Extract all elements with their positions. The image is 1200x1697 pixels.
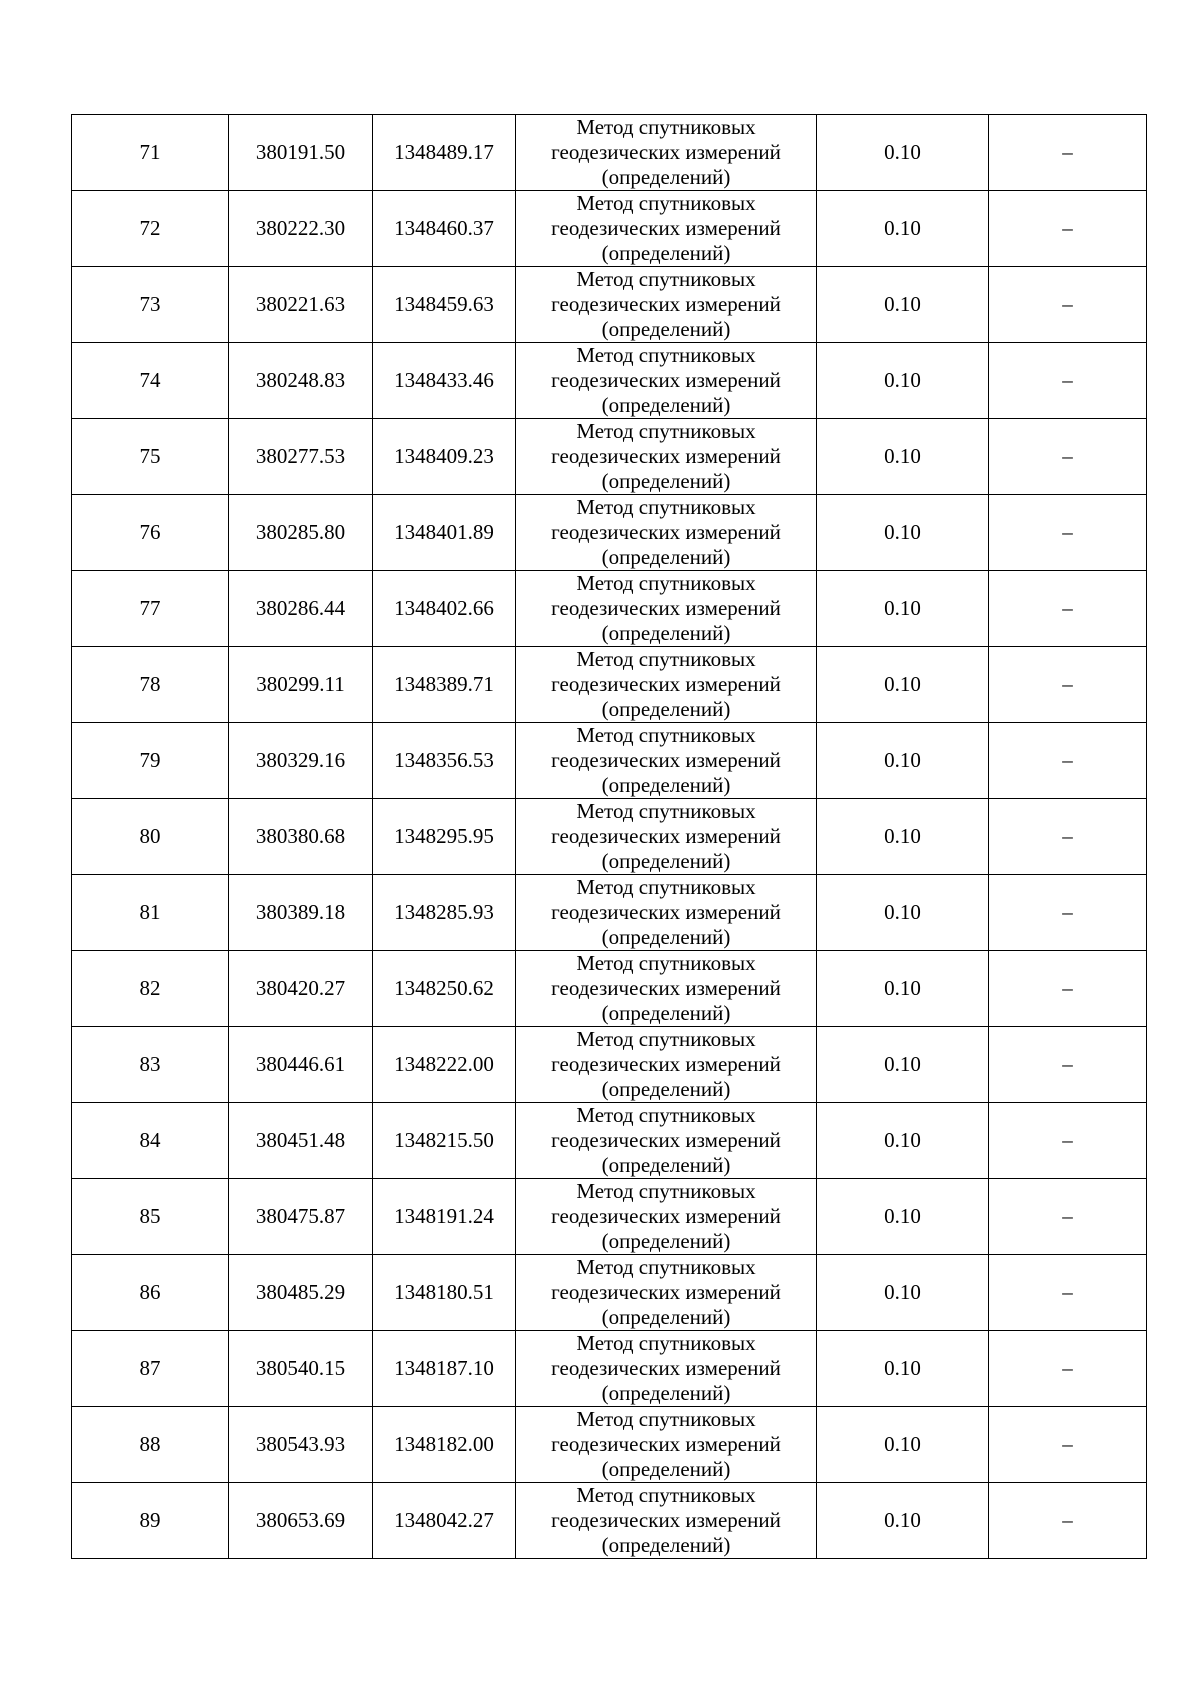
method-cell bbox=[516, 1407, 817, 1483]
y-coordinate-cell: 1348285.93 bbox=[373, 875, 516, 951]
y-coordinate-cell: 1348182.00 bbox=[373, 1407, 516, 1483]
x-coordinate-cell: 380446.61 bbox=[229, 1027, 373, 1103]
method-text-line: геодезических измерений bbox=[551, 748, 781, 772]
method-text-line: геодезических измерений bbox=[551, 1508, 781, 1532]
note-cell: – bbox=[989, 1027, 1147, 1103]
table-row bbox=[72, 419, 1147, 495]
method-text-line: (определений) bbox=[601, 1457, 731, 1481]
method-cell bbox=[516, 495, 817, 571]
coordinates-table-body bbox=[72, 115, 1147, 1559]
note-cell: – bbox=[989, 1179, 1147, 1255]
note-cell: – bbox=[989, 951, 1147, 1027]
method-cell bbox=[516, 951, 817, 1027]
accuracy-cell: 0.10 bbox=[817, 799, 989, 875]
y-coordinate-cell: 1348401.89 bbox=[373, 495, 516, 571]
accuracy-cell: 0.10 bbox=[817, 1027, 989, 1103]
method-text-line: геодезических измерений bbox=[551, 444, 781, 468]
accuracy-cell: 0.10 bbox=[817, 1103, 989, 1179]
table-row bbox=[72, 267, 1147, 343]
x-coordinate-cell: 380286.44 bbox=[229, 571, 373, 647]
table-row bbox=[72, 1255, 1147, 1331]
method-cell bbox=[516, 571, 817, 647]
note-cell: – bbox=[989, 723, 1147, 799]
x-coordinate-cell: 380299.11 bbox=[229, 647, 373, 723]
y-coordinate-cell: 1348222.00 bbox=[373, 1027, 516, 1103]
y-coordinate-cell: 1348489.17 bbox=[373, 115, 516, 191]
point-number-cell: 75 bbox=[72, 419, 229, 495]
method-text-line: Метод спутниковых bbox=[576, 1255, 756, 1279]
note-cell: – bbox=[989, 191, 1147, 267]
method-text-line: Метод спутниковых bbox=[576, 1331, 756, 1355]
method-text-line: геодезических измерений bbox=[551, 976, 781, 1000]
x-coordinate-cell: 380380.68 bbox=[229, 799, 373, 875]
point-number-cell: 82 bbox=[72, 951, 229, 1027]
table-row bbox=[72, 1483, 1147, 1559]
point-number-cell: 71 bbox=[72, 115, 229, 191]
accuracy-cell: 0.10 bbox=[817, 1407, 989, 1483]
method-text-line: Метод спутниковых bbox=[576, 495, 756, 519]
method-cell bbox=[516, 647, 817, 723]
point-number-cell: 85 bbox=[72, 1179, 229, 1255]
method-text-line: геодезических измерений bbox=[551, 824, 781, 848]
y-coordinate-cell: 1348433.46 bbox=[373, 343, 516, 419]
method-text-line: (определений) bbox=[601, 925, 731, 949]
x-coordinate-cell: 380653.69 bbox=[229, 1483, 373, 1559]
method-text-line: Метод спутниковых bbox=[576, 115, 756, 139]
method-text-line: (определений) bbox=[601, 545, 731, 569]
accuracy-cell: 0.10 bbox=[817, 1255, 989, 1331]
method-cell bbox=[516, 1483, 817, 1559]
method-cell bbox=[516, 723, 817, 799]
method-text-line: геодезических измерений bbox=[551, 140, 781, 164]
method-text-line: (определений) bbox=[601, 241, 731, 265]
y-coordinate-cell: 1348215.50 bbox=[373, 1103, 516, 1179]
method-text-line: геодезических измерений bbox=[551, 900, 781, 924]
method-text-line: Метод спутниковых bbox=[576, 343, 756, 367]
table-row bbox=[72, 647, 1147, 723]
y-coordinate-cell: 1348180.51 bbox=[373, 1255, 516, 1331]
note-cell: – bbox=[989, 495, 1147, 571]
method-cell bbox=[516, 1179, 817, 1255]
point-number-cell: 86 bbox=[72, 1255, 229, 1331]
point-number-cell: 87 bbox=[72, 1331, 229, 1407]
accuracy-cell: 0.10 bbox=[817, 191, 989, 267]
method-text-line: (определений) bbox=[601, 1533, 731, 1557]
table-row bbox=[72, 1103, 1147, 1179]
accuracy-cell: 0.10 bbox=[817, 1179, 989, 1255]
method-text-line: Метод спутниковых bbox=[576, 191, 756, 215]
method-text-line: Метод спутниковых bbox=[576, 875, 756, 899]
note-cell: – bbox=[989, 1483, 1147, 1559]
method-text-line: (определений) bbox=[601, 393, 731, 417]
table-row bbox=[72, 1407, 1147, 1483]
note-cell: – bbox=[989, 343, 1147, 419]
x-coordinate-cell: 380222.30 bbox=[229, 191, 373, 267]
table-row bbox=[72, 571, 1147, 647]
point-number-cell: 72 bbox=[72, 191, 229, 267]
method-cell bbox=[516, 799, 817, 875]
method-text-line: Метод спутниковых bbox=[576, 1407, 756, 1431]
method-cell bbox=[516, 115, 817, 191]
point-number-cell: 74 bbox=[72, 343, 229, 419]
method-text-line: Метод спутниковых bbox=[576, 267, 756, 291]
method-text-line: геодезических измерений bbox=[551, 672, 781, 696]
table-row bbox=[72, 1331, 1147, 1407]
method-text-line: геодезических измерений bbox=[551, 1052, 781, 1076]
point-number-cell: 83 bbox=[72, 1027, 229, 1103]
method-text-line: Метод спутниковых bbox=[576, 1483, 756, 1507]
note-cell: – bbox=[989, 1255, 1147, 1331]
table-row bbox=[72, 1027, 1147, 1103]
table-row bbox=[72, 191, 1147, 267]
point-number-cell: 89 bbox=[72, 1483, 229, 1559]
y-coordinate-cell: 1348250.62 bbox=[373, 951, 516, 1027]
x-coordinate-cell: 380277.53 bbox=[229, 419, 373, 495]
point-number-cell: 84 bbox=[72, 1103, 229, 1179]
method-text-line: (определений) bbox=[601, 1077, 731, 1101]
method-text-line: (определений) bbox=[601, 165, 731, 189]
point-number-cell: 78 bbox=[72, 647, 229, 723]
method-text-line: геодезических измерений bbox=[551, 1204, 781, 1228]
table-row bbox=[72, 495, 1147, 571]
method-cell bbox=[516, 191, 817, 267]
accuracy-cell: 0.10 bbox=[817, 571, 989, 647]
method-text-line: Метод спутниковых bbox=[576, 799, 756, 823]
method-cell bbox=[516, 343, 817, 419]
x-coordinate-cell: 380540.15 bbox=[229, 1331, 373, 1407]
method-cell bbox=[516, 1331, 817, 1407]
method-text-line: геодезических измерений bbox=[551, 520, 781, 544]
point-number-cell: 80 bbox=[72, 799, 229, 875]
method-text-line: геодезических измерений bbox=[551, 1280, 781, 1304]
method-text-line: Метод спутниковых bbox=[576, 1027, 756, 1051]
y-coordinate-cell: 1348187.10 bbox=[373, 1331, 516, 1407]
method-text-line: (определений) bbox=[601, 1153, 731, 1177]
method-text-line: (определений) bbox=[601, 1381, 731, 1405]
point-number-cell: 81 bbox=[72, 875, 229, 951]
note-cell: – bbox=[989, 571, 1147, 647]
method-text-line: (определений) bbox=[601, 1305, 731, 1329]
note-cell: – bbox=[989, 1103, 1147, 1179]
y-coordinate-cell: 1348460.37 bbox=[373, 191, 516, 267]
x-coordinate-cell: 380485.29 bbox=[229, 1255, 373, 1331]
x-coordinate-cell: 380248.83 bbox=[229, 343, 373, 419]
x-coordinate-cell: 380221.63 bbox=[229, 267, 373, 343]
y-coordinate-cell: 1348042.27 bbox=[373, 1483, 516, 1559]
x-coordinate-cell: 380451.48 bbox=[229, 1103, 373, 1179]
x-coordinate-cell: 380543.93 bbox=[229, 1407, 373, 1483]
accuracy-cell: 0.10 bbox=[817, 951, 989, 1027]
point-number-cell: 73 bbox=[72, 267, 229, 343]
method-text-line: Метод спутниковых bbox=[576, 723, 756, 747]
table-row bbox=[72, 723, 1147, 799]
coordinates-table bbox=[71, 114, 1147, 1559]
y-coordinate-cell: 1348389.71 bbox=[373, 647, 516, 723]
accuracy-cell: 0.10 bbox=[817, 343, 989, 419]
y-coordinate-cell: 1348191.24 bbox=[373, 1179, 516, 1255]
table-row bbox=[72, 343, 1147, 419]
method-text-line: (определений) bbox=[601, 773, 731, 797]
method-text-line: геодезических измерений bbox=[551, 1432, 781, 1456]
point-number-cell: 88 bbox=[72, 1407, 229, 1483]
accuracy-cell: 0.10 bbox=[817, 1483, 989, 1559]
accuracy-cell: 0.10 bbox=[817, 1331, 989, 1407]
method-text-line: Метод спутниковых bbox=[576, 951, 756, 975]
note-cell: – bbox=[989, 1407, 1147, 1483]
accuracy-cell: 0.10 bbox=[817, 495, 989, 571]
method-text-line: геодезических измерений bbox=[551, 368, 781, 392]
method-cell bbox=[516, 875, 817, 951]
accuracy-cell: 0.10 bbox=[817, 267, 989, 343]
note-cell: – bbox=[989, 799, 1147, 875]
accuracy-cell: 0.10 bbox=[817, 647, 989, 723]
method-text-line: (определений) bbox=[601, 317, 731, 341]
accuracy-cell: 0.10 bbox=[817, 875, 989, 951]
y-coordinate-cell: 1348295.95 bbox=[373, 799, 516, 875]
method-cell bbox=[516, 1027, 817, 1103]
x-coordinate-cell: 380285.80 bbox=[229, 495, 373, 571]
y-coordinate-cell: 1348402.66 bbox=[373, 571, 516, 647]
accuracy-cell: 0.10 bbox=[817, 723, 989, 799]
method-text-line: (определений) bbox=[601, 621, 731, 645]
method-text-line: (определений) bbox=[601, 469, 731, 493]
y-coordinate-cell: 1348459.63 bbox=[373, 267, 516, 343]
x-coordinate-cell: 380420.27 bbox=[229, 951, 373, 1027]
note-cell: – bbox=[989, 1331, 1147, 1407]
method-text-line: Метод спутниковых bbox=[576, 1103, 756, 1127]
method-text-line: геодезических измерений bbox=[551, 292, 781, 316]
y-coordinate-cell: 1348409.23 bbox=[373, 419, 516, 495]
x-coordinate-cell: 380389.18 bbox=[229, 875, 373, 951]
table-row bbox=[72, 1179, 1147, 1255]
point-number-cell: 79 bbox=[72, 723, 229, 799]
table-row bbox=[72, 951, 1147, 1027]
method-text-line: Метод спутниковых bbox=[576, 647, 756, 671]
note-cell: – bbox=[989, 115, 1147, 191]
method-cell bbox=[516, 1103, 817, 1179]
x-coordinate-cell: 380191.50 bbox=[229, 115, 373, 191]
note-cell: – bbox=[989, 875, 1147, 951]
accuracy-cell: 0.10 bbox=[817, 115, 989, 191]
note-cell: – bbox=[989, 419, 1147, 495]
point-number-cell: 76 bbox=[72, 495, 229, 571]
y-coordinate-cell: 1348356.53 bbox=[373, 723, 516, 799]
table-row bbox=[72, 799, 1147, 875]
method-text-line: геодезических измерений bbox=[551, 1356, 781, 1380]
method-text-line: (определений) bbox=[601, 849, 731, 873]
table-row bbox=[72, 875, 1147, 951]
method-text-line: геодезических измерений bbox=[551, 216, 781, 240]
x-coordinate-cell: 380329.16 bbox=[229, 723, 373, 799]
method-text-line: Метод спутниковых bbox=[576, 571, 756, 595]
method-text-line: Метод спутниковых bbox=[576, 419, 756, 443]
x-coordinate-cell: 380475.87 bbox=[229, 1179, 373, 1255]
point-number-cell: 77 bbox=[72, 571, 229, 647]
method-cell bbox=[516, 1255, 817, 1331]
method-text-line: (определений) bbox=[601, 1001, 731, 1025]
accuracy-cell: 0.10 bbox=[817, 419, 989, 495]
note-cell: – bbox=[989, 267, 1147, 343]
note-cell: – bbox=[989, 647, 1147, 723]
method-text-line: Метод спутниковых bbox=[576, 1179, 756, 1203]
method-cell bbox=[516, 267, 817, 343]
method-cell bbox=[516, 419, 817, 495]
table-row bbox=[72, 115, 1147, 191]
method-text-line: (определений) bbox=[601, 1229, 731, 1253]
method-text-line: (определений) bbox=[601, 697, 731, 721]
method-text-line: геодезических измерений bbox=[551, 596, 781, 620]
method-text-line: геодезических измерений bbox=[551, 1128, 781, 1152]
